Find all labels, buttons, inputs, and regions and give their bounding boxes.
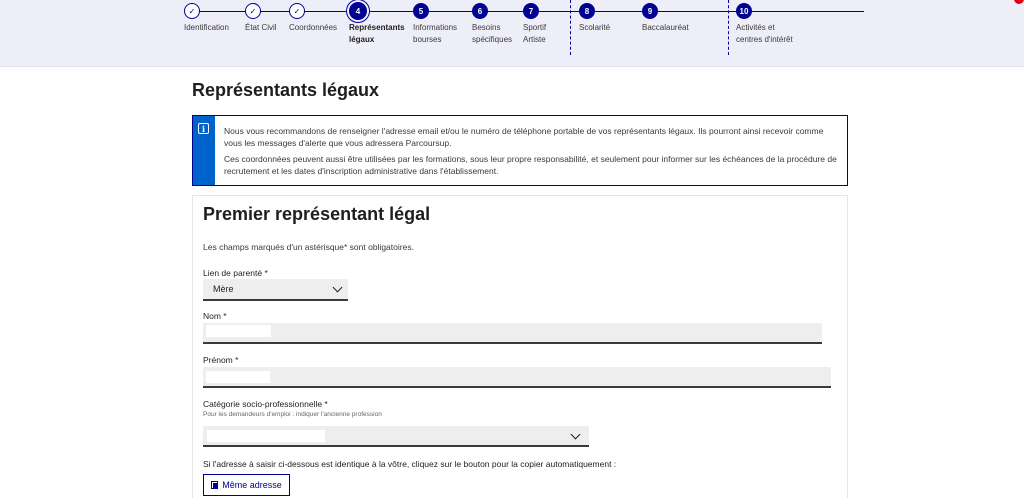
step-label-line2: bourses <box>413 35 442 44</box>
notification-dot <box>1014 0 1024 4</box>
progress-stepper <box>0 0 1024 67</box>
step-label-line2: légaux <box>349 35 375 44</box>
check-icon: ✓ <box>184 3 200 19</box>
relationship-label: Lien de parenté * <box>203 268 268 278</box>
step-label-line2: Artiste <box>523 35 546 44</box>
step-number: 9 <box>642 3 658 19</box>
step-label: Besoins <box>472 23 501 32</box>
notice-text <box>224 125 839 177</box>
redacted-value <box>206 325 271 337</box>
step-label-line2: spécifiques <box>472 35 513 44</box>
step-label-line2: centres d'intérêt <box>736 35 793 44</box>
same-address-label: Même adresse <box>222 480 282 490</box>
notice-paragraph: Ces coordonnées peuvent aussi être utilisées par les formations, sous leur propre responsabilité, et seulement pour informer sur les échéances de la procédure de recrutement et les dates d'inscription administrative dans l'établissement. <box>224 154 837 176</box>
step-number: 10 <box>736 3 752 19</box>
step-label: État Civil <box>245 23 277 32</box>
step-label: Baccalauréat <box>642 23 689 32</box>
step-label: Coordonnées <box>289 23 338 32</box>
section-divider <box>570 0 571 55</box>
step-label: Informations <box>413 23 458 32</box>
step-label: Activités et <box>736 23 775 32</box>
last-name-label: Nom * <box>203 311 227 321</box>
check-icon: ✓ <box>245 3 261 19</box>
info-notice <box>192 115 848 186</box>
first-name-label: Prénom * <box>203 355 239 365</box>
step-number: 7 <box>523 3 539 19</box>
last-name-input[interactable] <box>203 323 822 344</box>
notice-paragraph: Nous vous recommandons de renseigner l'adresse email et/ou le numéro de téléphone portable de vos représentants légaux. Ils pourront ainsi recevoir comme vous les messages d'alerte que vous adressera Parcoursup. <box>224 126 824 148</box>
redacted-value <box>207 430 325 442</box>
page-title: Représentants légaux <box>192 80 380 100</box>
socio-category-label: Catégorie socio-professionnelle * <box>203 399 328 409</box>
step-label: Scolarité <box>579 23 611 32</box>
redacted-value <box>206 371 270 383</box>
form-title: Premier représentant légal <box>203 204 431 224</box>
mandatory-note: Les champs marqués d'un astérisque* sont obligatoires. <box>203 242 414 252</box>
same-address-button[interactable] <box>203 474 290 496</box>
relationship-value: Mère <box>213 284 234 294</box>
relationship-select[interactable] <box>203 279 348 301</box>
check-icon: ✓ <box>289 3 305 19</box>
first-name-input[interactable] <box>203 367 831 388</box>
section-divider <box>728 0 729 55</box>
step-number: 5 <box>413 3 429 19</box>
chevron-down-icon <box>333 283 343 293</box>
copy-icon <box>211 481 218 489</box>
step-number: 4 <box>349 2 367 20</box>
step-number: 8 <box>579 3 595 19</box>
step-label: Représentants <box>349 23 405 32</box>
step-label: Identification <box>184 23 229 32</box>
chevron-down-icon <box>571 430 581 440</box>
representative-form-card <box>192 195 848 498</box>
notice-accent-bar <box>193 116 215 185</box>
copy-address-text: Si l'adresse à saisir ci-dessous est identique à la vôtre, cliquez sur le bouton pour la copier automatiquement : <box>203 459 617 469</box>
info-icon: i <box>198 123 209 134</box>
step-label: Sportif <box>523 23 547 32</box>
step-number: 6 <box>472 3 488 19</box>
socio-category-hint: Pour les demandeurs d'emploi : indiquer l'ancienne profession <box>203 411 382 418</box>
